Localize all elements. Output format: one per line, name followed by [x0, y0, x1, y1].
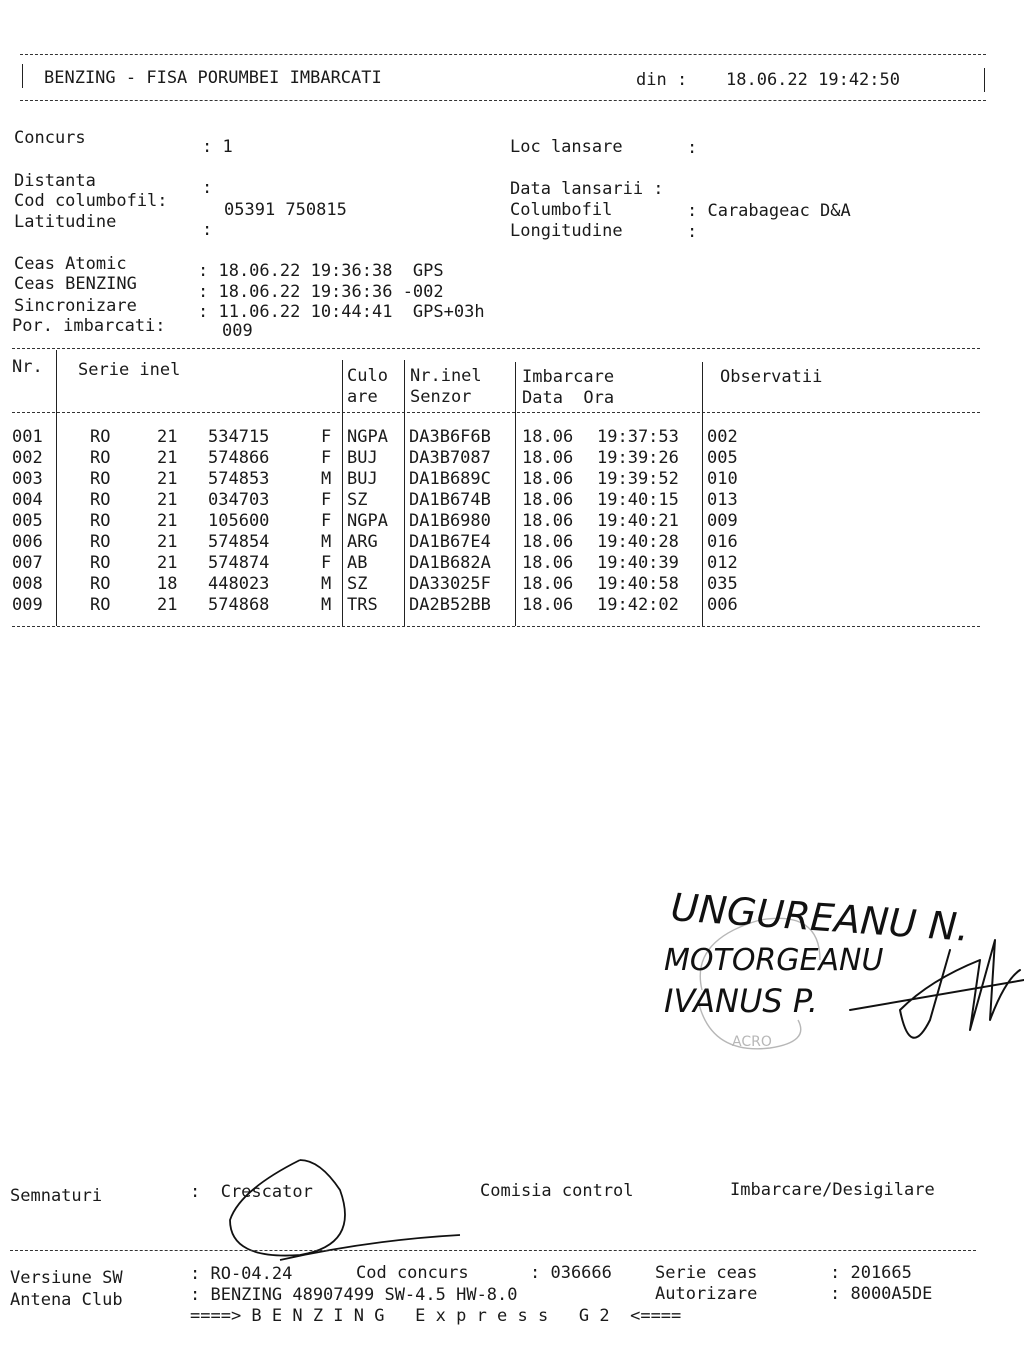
- signature-name-2: MOTORGEANU: [664, 943, 884, 978]
- cell-sensor: DA1B674B: [409, 490, 491, 510]
- longitudine-label: Longitudine: [510, 221, 623, 241]
- cell-sensor: DA2B52BB: [409, 595, 491, 615]
- cell-country: RO: [90, 511, 111, 531]
- cell-time: 19:40:15: [597, 490, 679, 510]
- cell-sensor: DA1B6980: [409, 511, 491, 531]
- table-row: [0, 595, 1000, 616]
- table-row: [0, 427, 1000, 448]
- table-header-rule: [12, 412, 980, 413]
- loc-lansare-value: :: [687, 138, 698, 158]
- cell-year: 21: [157, 448, 178, 468]
- cell-date: 18.06: [522, 574, 574, 594]
- cell-country: RO: [90, 595, 111, 615]
- columbofil-value: : Carabageac D&A: [687, 201, 851, 221]
- por-imbarcati-label: Por. imbarcati:: [12, 316, 166, 336]
- cell-color: SZ: [347, 490, 368, 510]
- data-lansarii-label: Data lansarii :: [510, 179, 664, 199]
- cell-date: 18.06: [522, 448, 574, 468]
- sincronizare-value: : 11.06.22 10:44:41 GPS+03h: [198, 302, 485, 322]
- table-bottom-rule: [12, 626, 980, 627]
- cell-observation: 006: [707, 595, 738, 615]
- cell-time: 19:40:39: [597, 553, 679, 573]
- header-culoare-line2: are: [347, 387, 378, 407]
- cell-date: 18.06: [522, 490, 574, 510]
- autorizare-value: : 8000A5DE: [830, 1284, 933, 1304]
- cell-date: 18.06: [522, 553, 574, 573]
- header-imbarcare-line2: Data Ora: [522, 388, 615, 408]
- cell-time: 19:40:58: [597, 574, 679, 594]
- cell-sex: F: [321, 511, 332, 531]
- cell-sensor: DA1B67E4: [409, 532, 491, 552]
- ceas-benzing-value: : 18.06.22 19:36:36 -002: [198, 282, 444, 302]
- table-row: [0, 469, 1000, 490]
- cell-date: 18.06: [522, 469, 574, 489]
- cell-sex: F: [321, 427, 332, 447]
- cell-ring: 034703: [208, 490, 270, 510]
- signature-name-3: IVANUS P.: [664, 982, 818, 1020]
- cell-nr: 009: [12, 595, 43, 615]
- cell-ring: 574868: [208, 595, 270, 615]
- cell-date: 18.06: [522, 511, 574, 531]
- versiune-sw-label: Versiune SW: [10, 1268, 123, 1288]
- table-row: [0, 532, 1000, 553]
- cell-sex: M: [321, 532, 332, 552]
- latitudine-label: Latitudine: [14, 212, 117, 232]
- serie-ceas-value: : 201665: [830, 1263, 912, 1283]
- cell-sensor: DA3B6F6B: [409, 427, 491, 447]
- distanta-label: Distanta: [14, 171, 96, 191]
- header-nr-inel-line2: Senzor: [410, 387, 472, 407]
- cell-year: 18: [157, 574, 178, 594]
- cell-ring: 574866: [208, 448, 270, 468]
- cell-color: AB: [347, 553, 368, 573]
- cell-observation: 013: [707, 490, 738, 510]
- cell-time: 19:40:28: [597, 532, 679, 552]
- table-row: [0, 553, 1000, 574]
- header-bottom-rule: [20, 100, 986, 101]
- por-imbarcati-value: 009: [222, 321, 253, 341]
- cell-sex: F: [321, 553, 332, 573]
- benzing-banner: ====> B E N Z I N G E x p r e s s G 2 <====: [190, 1306, 682, 1326]
- header-datetime: 18.06.22 19:42:50: [726, 70, 900, 90]
- cell-color: SZ: [347, 574, 368, 594]
- header-observatii: Observatii: [720, 367, 823, 387]
- stamp-text: ACRO: [732, 1034, 772, 1050]
- header-serie-inel: Serie inel: [78, 360, 181, 380]
- cell-date: 18.06: [522, 595, 574, 615]
- header-imbarcare-line1: Imbarcare: [522, 367, 615, 387]
- handwritten-signatures: [650, 870, 1024, 1070]
- cell-ring: 574853: [208, 469, 270, 489]
- cell-observation: 002: [707, 427, 738, 447]
- table-row: [0, 574, 1000, 595]
- table-row: [0, 448, 1000, 469]
- cod-columbofil-value: 05391 750815: [224, 200, 347, 220]
- cell-sex: M: [321, 574, 332, 594]
- concurs-label: Concurs: [14, 128, 86, 148]
- semnaturi-label: Semnaturi: [10, 1186, 103, 1206]
- antena-club-label: Antena Club: [10, 1290, 123, 1310]
- cell-color: TRS: [347, 595, 378, 615]
- cell-sex: F: [321, 490, 332, 510]
- header-top-rule: [20, 54, 986, 55]
- imbarcare-desigilare: Imbarcare/Desigilare: [730, 1180, 935, 1200]
- cell-observation: 010: [707, 469, 738, 489]
- table-row: [0, 490, 1000, 511]
- footer-rule: [10, 1250, 976, 1251]
- cell-time: 19:40:21: [597, 511, 679, 531]
- serie-ceas-label: Serie ceas: [655, 1263, 758, 1283]
- crescator-signature-scribble: [220, 1150, 480, 1270]
- cell-nr: 001: [12, 427, 43, 447]
- cell-nr: 006: [12, 532, 43, 552]
- cell-country: RO: [90, 532, 111, 552]
- header-left-bar: [22, 64, 23, 88]
- antena-club-value: : BENZING 48907499 SW-4.5 HW-8.0: [190, 1285, 518, 1305]
- cell-year: 21: [157, 532, 178, 552]
- cell-color: ARG: [347, 532, 378, 552]
- cell-time: 19:42:02: [597, 595, 679, 615]
- sincronizare-label: Sincronizare: [14, 296, 137, 316]
- header-nr: Nr.: [12, 357, 43, 377]
- cell-nr: 008: [12, 574, 43, 594]
- cell-time: 19:39:26: [597, 448, 679, 468]
- cell-sex: M: [321, 469, 332, 489]
- cell-observation: 009: [707, 511, 738, 531]
- table-top-rule: [12, 348, 980, 349]
- cell-year: 21: [157, 595, 178, 615]
- cell-country: RO: [90, 427, 111, 447]
- header-nr-inel-line1: Nr.inel: [410, 366, 482, 386]
- cell-ring: 448023: [208, 574, 270, 594]
- longitudine-value: :: [687, 222, 698, 242]
- ceas-atomic-value: : 18.06.22 19:36:38 GPS: [198, 261, 444, 281]
- cell-observation: 012: [707, 553, 738, 573]
- din-label: din :: [636, 70, 688, 90]
- versiune-sw-value: : RO-04.24: [190, 1264, 293, 1284]
- cod-concurs-value: : 036666: [530, 1263, 612, 1283]
- document-title: BENZING - FISA PORUMBEI IMBARCATI: [44, 68, 382, 88]
- cell-year: 21: [157, 469, 178, 489]
- columbofil-label: Columbofil: [510, 200, 613, 220]
- cell-color: NGPA: [347, 511, 388, 531]
- cod-concurs-label: Cod concurs: [356, 1263, 469, 1283]
- cell-sensor: DA33025F: [409, 574, 491, 594]
- cell-observation: 005: [707, 448, 738, 468]
- distanta-value: :: [202, 178, 213, 198]
- cell-sensor: DA3B7087: [409, 448, 491, 468]
- cell-ring: 574854: [208, 532, 270, 552]
- cell-sex: M: [321, 595, 332, 615]
- cell-ring: 574874: [208, 553, 270, 573]
- cell-nr: 002: [12, 448, 43, 468]
- cell-country: RO: [90, 574, 111, 594]
- semnaturi-crescator: : Crescator: [190, 1182, 313, 1202]
- cell-sex: F: [321, 448, 332, 468]
- cell-country: RO: [90, 490, 111, 510]
- cell-color: BUJ: [347, 448, 378, 468]
- autorizare-label: Autorizare: [655, 1284, 758, 1304]
- cod-columbofil-label: Cod columbofil:: [14, 191, 168, 211]
- cell-nr: 003: [12, 469, 43, 489]
- cell-nr: 007: [12, 553, 43, 573]
- loc-lansare-label: Loc lansare: [510, 137, 623, 157]
- ceas-atomic-label: Ceas Atomic: [14, 254, 127, 274]
- cell-sensor: DA1B689C: [409, 469, 491, 489]
- cell-year: 21: [157, 553, 178, 573]
- header-culoare-line1: Culo: [347, 366, 388, 386]
- cell-ring: 105600: [208, 511, 270, 531]
- cell-ring: 534715: [208, 427, 270, 447]
- header-right-bar: [984, 68, 985, 92]
- cell-sensor: DA1B682A: [409, 553, 491, 573]
- table-row: [0, 511, 1000, 532]
- signature-name-1: UNGUREANU N.: [669, 885, 971, 950]
- cell-nr: 004: [12, 490, 43, 510]
- concurs-value: : 1: [202, 137, 233, 157]
- cell-color: NGPA: [347, 427, 388, 447]
- cell-country: RO: [90, 469, 111, 489]
- cell-time: 19:39:52: [597, 469, 679, 489]
- latitudine-value: :: [202, 220, 213, 240]
- comisia-control: Comisia control: [480, 1181, 634, 1201]
- cell-observation: 035: [707, 574, 738, 594]
- cell-year: 21: [157, 511, 178, 531]
- ceas-benzing-label: Ceas BENZING: [14, 274, 137, 294]
- cell-time: 19:37:53: [597, 427, 679, 447]
- cell-year: 21: [157, 490, 178, 510]
- cell-year: 21: [157, 427, 178, 447]
- cell-color: BUJ: [347, 469, 378, 489]
- cell-date: 18.06: [522, 532, 574, 552]
- cell-date: 18.06: [522, 427, 574, 447]
- cell-country: RO: [90, 448, 111, 468]
- cell-observation: 016: [707, 532, 738, 552]
- cell-country: RO: [90, 553, 111, 573]
- cell-nr: 005: [12, 511, 43, 531]
